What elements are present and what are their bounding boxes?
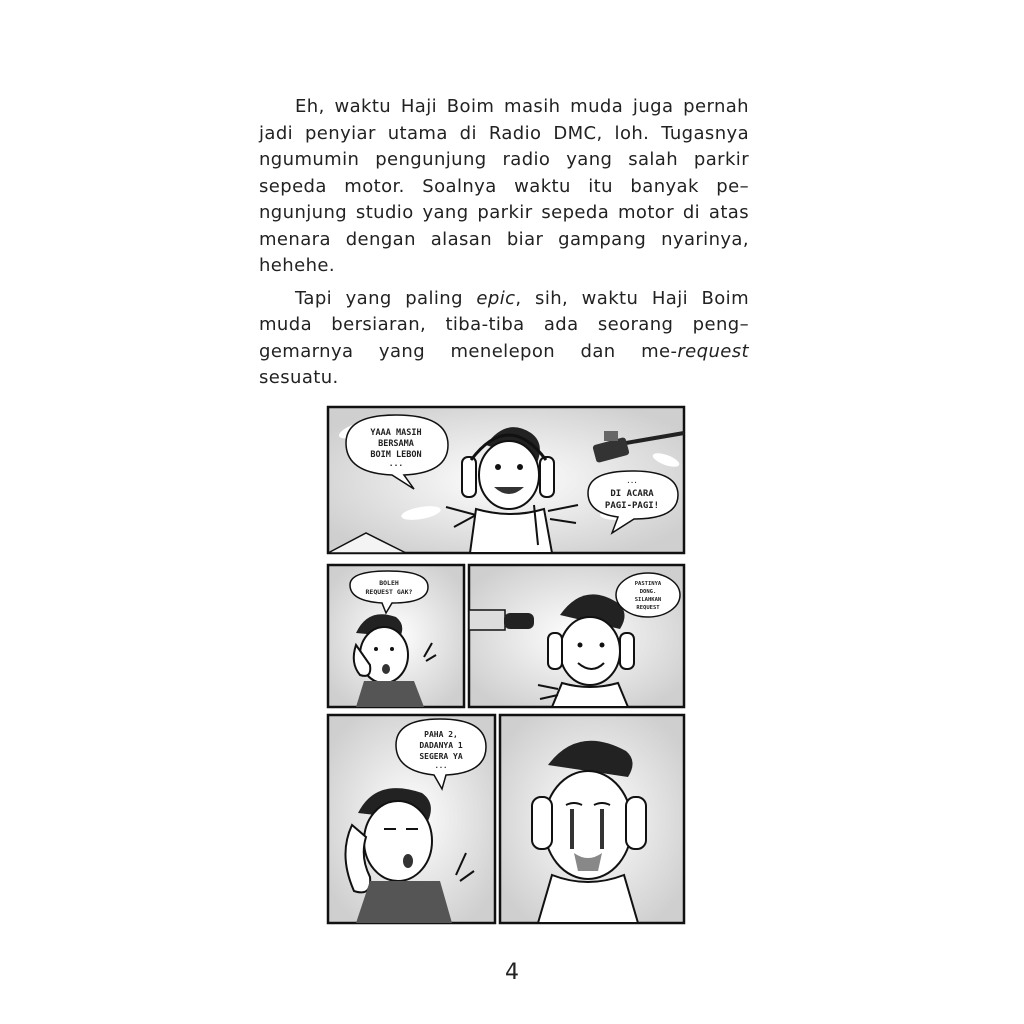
text-line: muda bersiaran, tiba-tiba ada seorang peng– [259,314,749,335]
comic-strip [326,405,688,927]
bubble-text: DADANYA 1 [419,741,463,750]
bubble-text: SILAHKAN [634,597,662,603]
bubble-text: REQUEST [636,605,660,611]
bubble-text: BOLEH [379,579,399,587]
page-number: 4 [505,960,519,985]
comic-panel-4 [328,715,495,923]
bubble-text: ... [434,762,448,770]
text-line: sesuatu. [259,367,339,388]
text-line: ngunjung studio yang parkir sepeda motor di atas [259,202,749,223]
italic-word: request [677,340,749,362]
text-line: sepeda motor. Soalnya waktu itu banyak pe– [259,175,749,197]
bubble-text: ... [626,478,638,485]
bubble-text: PASTINYA [634,581,662,587]
text-line: Eh, waktu Haji Boim masih muda juga pernah [295,96,749,117]
text-line: hehehe. [259,255,335,276]
bubble-text: REQUEST GAK? [365,588,413,596]
text-line: menara dengan alasan biar gampang nyarinya, [259,228,749,250]
bubble-text: PAHA 2, [424,730,458,739]
text-run: Tapi yang paling [295,287,477,309]
text-line [259,286,749,313]
bubble-text: DONG. [639,589,657,595]
paragraph-1 [259,94,749,280]
bubble-text: SEGERA YA [419,752,463,761]
bubble-text: BERSAMA [378,439,414,449]
bubble-text: YAAA MASIH [370,428,422,438]
paragraph-2 [259,286,749,392]
comic-panel-3 [469,565,684,707]
text-line: ngumumin pengunjung radio yang salah parkir [259,149,749,170]
comic-panel-2 [328,565,464,707]
bubble-text: DI ACARA [610,489,654,499]
comic-panel-5 [500,715,684,923]
body-text [259,94,749,392]
text-run: gemarnya yang menelepon dan me- [259,340,678,362]
comic-panel-1 [328,407,684,553]
microphone-icon [469,610,534,630]
bubble-text: BOIM LEBON [370,450,422,460]
speech-bubble [616,573,680,617]
text-run: , sih, waktu Haji Boim [515,287,749,309]
bubble-text: PAGI-PAGI! [604,501,660,511]
italic-word: epic [476,287,516,309]
text-line [259,339,749,366]
text-line: jadi penyiar utama di Radio DMC, loh. Tugasnya [259,122,749,144]
bubble-text: ... [388,459,404,468]
